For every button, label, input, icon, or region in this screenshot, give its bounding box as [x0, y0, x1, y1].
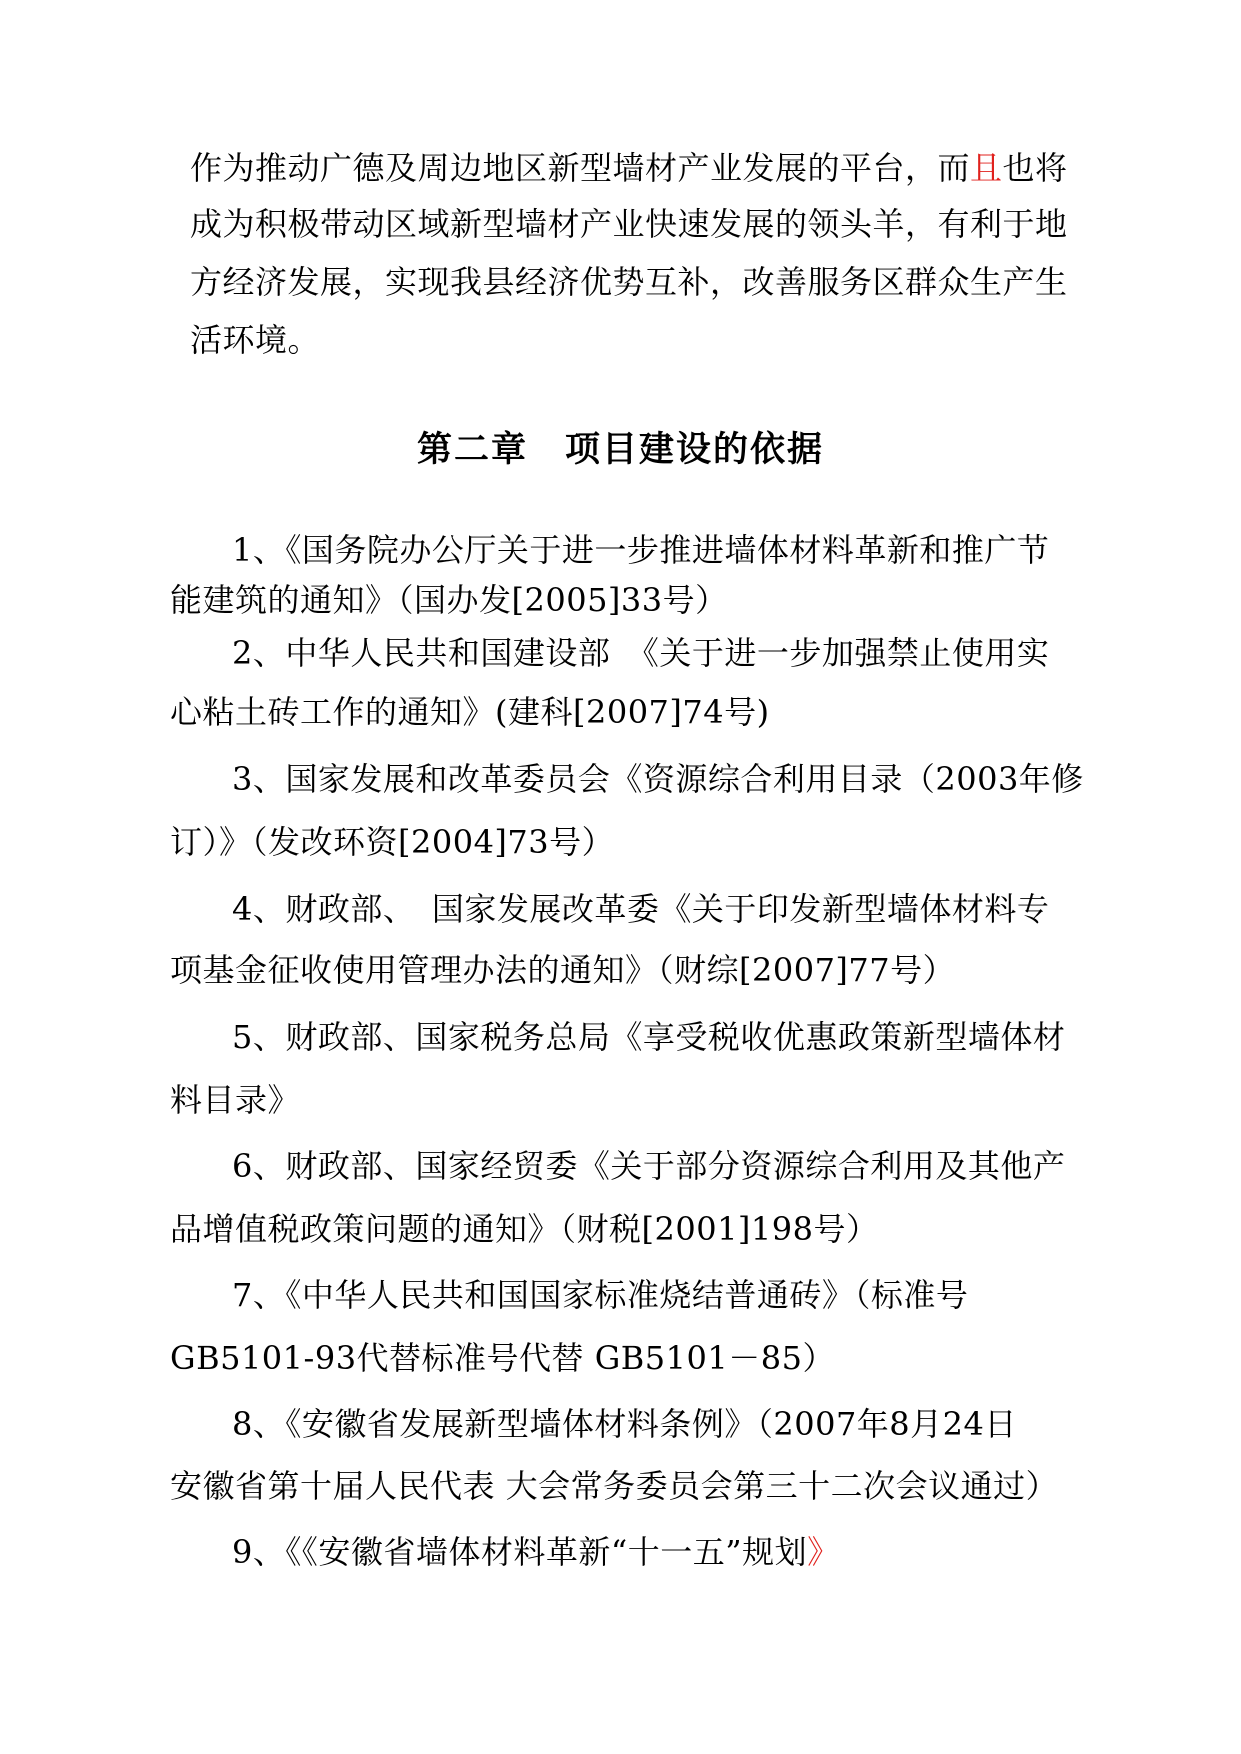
item-8-line-2: 安徽省第十届人民代表 大会常务委员会第三十二次会议通过） — [170, 1467, 1059, 1505]
item-5-line-1: 5、财政部、国家税务总局《享受税收优惠政策新型墙体材 — [232, 1018, 1066, 1056]
item-8-line-1: 8、《安徽省发展新型墙体材料条例》（2007年8月24日 — [232, 1405, 1017, 1443]
item-6-line-2: 品增值税政策问题的通知》（财税[2001]198号） — [170, 1210, 879, 1248]
item-1-line-1: 1、《国务院办公厅关于进一步推进墙体材料革新和推广节 — [232, 531, 1050, 569]
item-3-line-2: 订）》（发改环资[2004]73号） — [170, 823, 615, 861]
intro-line-2: 成为积极带动区域新型墙材产业快速发展的领头羊，有利于地 — [190, 205, 1068, 243]
item-9-text: 9、《《安徽省墙体材料革新“十一五”规划 — [232, 1533, 808, 1571]
intro-line-1 — [190, 148, 1068, 188]
item-2-line-2: 心粘土砖工作的通知》(建科[2007]74号) — [170, 693, 770, 731]
item-2-line-1: 2、中华人民共和国建设部 《关于进一步加强禁止使用实 — [232, 634, 1050, 672]
item-4-line-2: 项基金征收使用管理办法的通知》（财综[2007]77号） — [170, 951, 956, 989]
intro-line-4: 活环境。 — [190, 321, 321, 359]
chapter-heading: 第二章 项目建设的依据 — [416, 430, 824, 470]
item-7-line-2: GB5101-93代替标准号代替 GB5101－85） — [170, 1339, 835, 1377]
intro-line-3: 方经济发展，实现我县经济优势互补，改善服务区群众生产生 — [190, 263, 1068, 301]
item-9-highlight-bracket: 》 — [807, 1533, 840, 1571]
intro-line-1-after: 也将 — [1002, 149, 1068, 187]
item-7-line-1: 7、《中华人民共和国国家标准烧结普通砖》（标准号 — [232, 1276, 969, 1314]
intro-highlight-char: 且 — [970, 149, 1003, 187]
item-5-line-2: 料目录》 — [170, 1081, 301, 1119]
item-6-line-1: 6、财政部、国家经贸委《关于部分资源综合利用及其他产 — [232, 1147, 1066, 1185]
intro-line-1-before: 作为推动广德及周边地区新型墙材产业发展的平台，而 — [190, 149, 971, 187]
item-3-line-1: 3、国家发展和改革委员会《资源综合利用目录（2003年修 — [232, 760, 1084, 798]
item-4-line-1: 4、财政部、 国家发展改革委《关于印发新型墙体材料专 — [232, 890, 1050, 928]
item-9-line-1 — [232, 1532, 840, 1572]
item-1-line-2: 能建筑的通知》（国办发[2005]33号） — [170, 581, 728, 619]
